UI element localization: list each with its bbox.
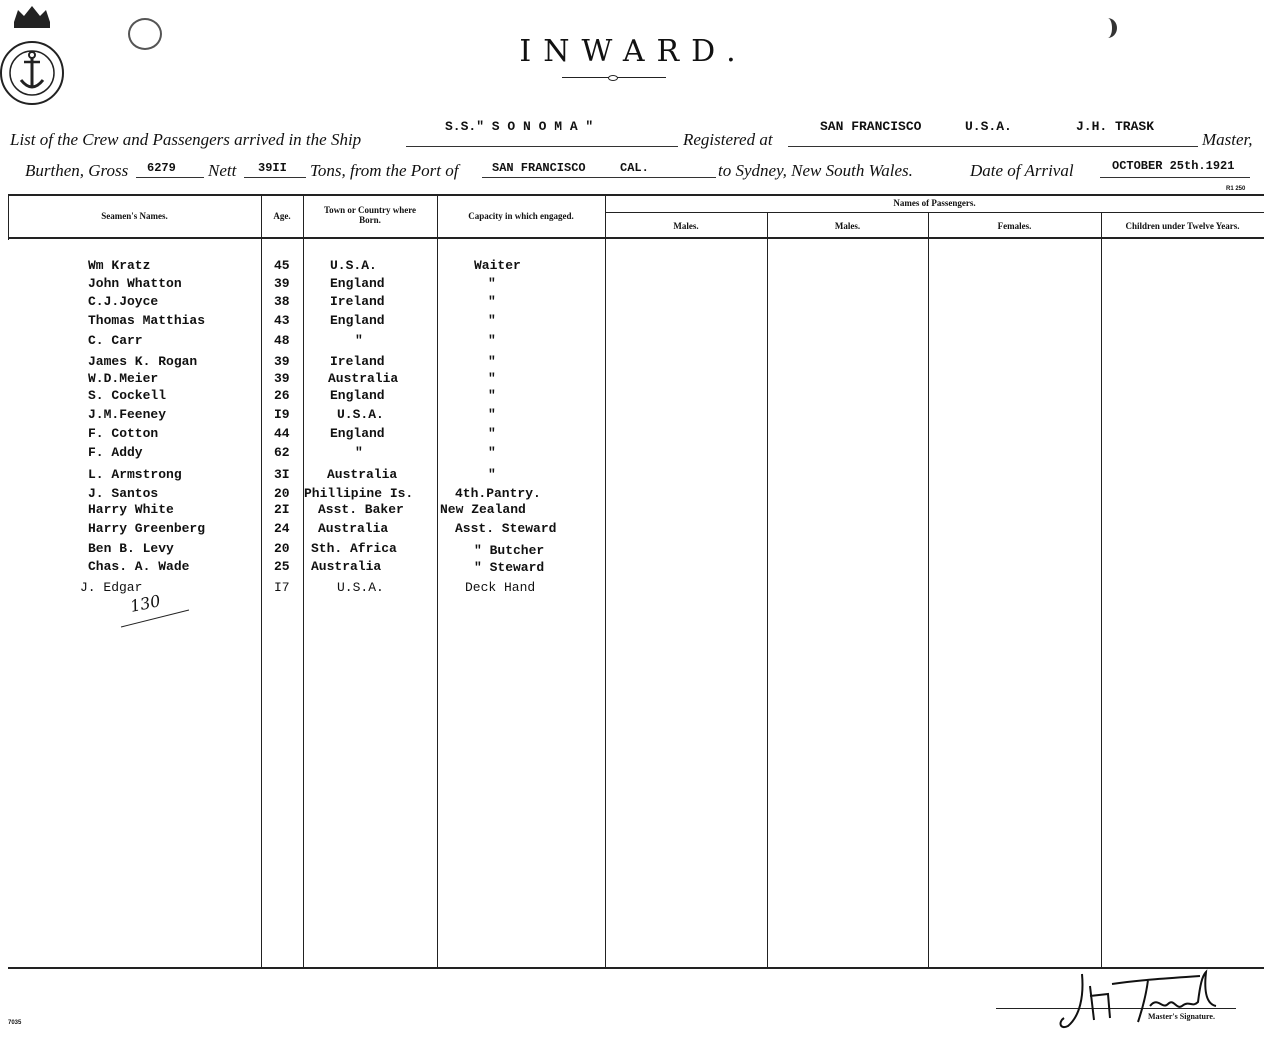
master-signature-label: Master's Signature. [1148,1012,1215,1021]
port-fill-line [482,177,716,178]
handwritten-count: 130 [128,591,163,616]
crew-born: Sth. Africa [311,541,397,556]
crew-name: Harry White [88,502,174,517]
crew-born: Ireland [330,354,385,369]
crew-name: James K. Rogan [88,354,198,369]
column-header-children: Children under Twelve Years. [1125,221,1240,231]
gross-tonnage: 6279 [147,161,176,175]
registered-city: SAN FRANCISCO [820,119,922,134]
column-divider [767,212,768,969]
crew-name: John Whatton [88,276,182,291]
crew-name: J.M.Feeney [88,407,167,422]
date-of-arrival-label: Date of Arrival [970,161,1074,180]
crew-born: Australia [311,559,382,574]
registered-fill-line [788,146,1198,147]
arrival-date: OCTOBER 25th.1921 [1112,159,1235,173]
column-header-born: Town or Country where Born. [323,205,417,225]
title-rule-ornament [608,75,618,81]
column-header-females: Females. [997,221,1032,231]
crew-born: England [330,426,385,441]
crew-born: U.S.A. [337,407,384,422]
crew-born: " [355,445,363,460]
port-state: CAL. [620,161,649,175]
crew-born: U.S.A. [337,580,384,595]
crew-age: 26 [274,388,290,403]
crew-capacity: " [488,467,496,482]
crew-name: Harry Greenberg [88,521,206,536]
list-label: List of the Crew and Passengers arrived in the Ship [10,130,362,149]
crew-name: C. Carr [88,333,143,348]
column-header-names: Seamen's Names. [101,211,168,221]
crew-name: C.J.Joyce [88,294,159,309]
burthen-label: Burthen, Gross [25,161,129,180]
crew-capacity: " Butcher [474,543,545,558]
nett-label: Nett [208,161,237,180]
crew-name: Chas. A. Wade [88,559,190,574]
crew-capacity: " [488,426,496,441]
crew-age: 62 [274,445,290,460]
crew-born: Phillipine Is. [304,486,414,501]
column-divider [605,194,606,969]
header-bottom-rule [8,237,1264,239]
crew-name: Ben B. Levy [88,541,174,556]
crew-age: 44 [274,426,290,441]
column-divider [437,194,438,969]
crew-age: 38 [274,294,290,309]
crew-born: U.S.A. [330,258,377,273]
column-divider [928,212,929,969]
crew-age: I9 [274,407,290,422]
crew-name: Wm Kratz [88,258,151,273]
crew-born: Australia [328,371,399,386]
column-divider [303,194,304,969]
crew-age: 45 [274,258,290,273]
nett-fill-line [244,177,306,178]
crew-born: Asst. Baker [318,502,404,517]
form-code: R1 250 [1226,186,1246,192]
date-fill-line [1100,177,1250,178]
crew-capacity: " Steward [474,560,545,575]
column-divider [1101,212,1102,969]
crew-capacity: " [488,276,496,291]
crew-age: 3I [274,467,290,482]
crew-age: 20 [274,541,290,556]
port-name: SAN FRANCISCO [492,161,586,175]
crew-capacity: " [488,371,496,386]
gross-fill-line [136,177,204,178]
tons-from-port-label: Tons, from the Port of [310,161,459,180]
registered-label: Registered at [683,130,773,149]
crew-name: L. Armstrong [88,467,182,482]
crew-born: England [330,276,385,291]
crew-name: F. Cotton [88,426,159,441]
crew-capacity: " [488,354,496,369]
crew-name: S. Cockell [88,388,167,403]
crew-name: J. Edgar [80,580,143,595]
destination-label: to Sydney, New South Wales. [718,161,913,180]
crew-age: 2I [274,502,290,517]
crew-age: 25 [274,559,290,574]
table-top-rule [8,194,1264,196]
crew-capacity: " [488,407,496,422]
crew-age: 39 [274,371,290,386]
crew-capacity: 4th.Pantry. [455,486,541,501]
column-divider [261,194,262,969]
crew-capacity: " [488,333,496,348]
page-title: INWARD. [519,34,748,69]
crew-capacity: Waiter [474,258,521,273]
crew-born: England [330,388,385,403]
master-name: J.H. TRASK [1076,119,1155,134]
column-header-capacity: Capacity in which engaged. [468,211,574,221]
crew-capacity: Asst. Steward [455,521,557,536]
crew-age: 43 [274,313,290,328]
master-signature-icon [1050,966,1240,1036]
crew-born: " [355,333,363,348]
crew-age: 48 [274,333,290,348]
nett-tonnage: 39II [258,161,287,175]
crew-capacity: " [488,388,496,403]
crew-age: 20 [274,486,290,501]
crew-age: 39 [274,276,290,291]
crew-name: J. Santos [88,486,159,501]
column-header-passengers: Names of Passengers. [893,198,976,208]
crew-born: Ireland [330,294,385,309]
ship-name: S.S." S O N O M A " [445,119,594,134]
crew-name: F. Addy [88,445,143,460]
crew-age: I7 [274,580,290,595]
column-header-males-2: Males. [834,221,861,231]
crew-name: Thomas Matthias [88,313,206,328]
crew-capacity: " [488,313,496,328]
crew-name: W.D.Meier [88,371,159,386]
ship-fill-line [406,146,678,147]
column-header-age: Age. [273,211,291,221]
crew-capacity: " [488,294,496,309]
crew-age: 39 [274,354,290,369]
registered-country: U.S.A. [965,119,1012,134]
column-header-males-1: Males. [673,221,699,231]
crew-born: Australia [318,521,389,536]
crew-born: Australia [327,467,398,482]
crew-capacity: " [488,445,496,460]
crew-capacity: New Zealand [440,502,526,517]
passengers-subheader-rule [606,212,1264,213]
crew-born: England [330,313,385,328]
footer-code: 7035 [8,1020,22,1026]
crew-capacity: Deck Hand [465,580,536,595]
crew-age: 24 [274,521,290,536]
master-label: Master, [1202,130,1253,149]
